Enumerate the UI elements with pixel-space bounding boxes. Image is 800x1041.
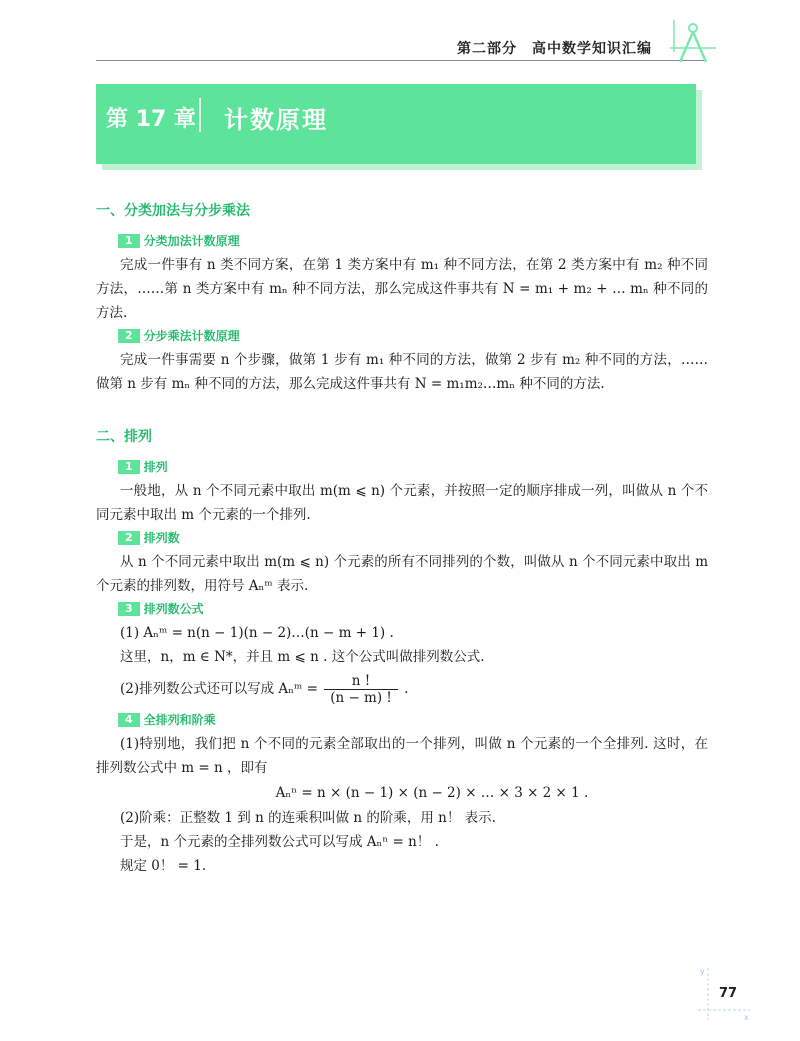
subsection-label: 排列数 (143, 531, 180, 545)
formula-fraction-line (96, 669, 708, 709)
running-header: 第二部分 高中数学知识汇编 (457, 41, 652, 57)
page-number: 77 (719, 986, 738, 1001)
subsection-heading (118, 458, 708, 476)
section-heading: 一、分类加法与分步乘法 (96, 203, 250, 219)
subsection-number: 2 (118, 329, 140, 343)
subsection-number: 1 (118, 460, 140, 474)
formula-note: 这里，n，m ∈ N*，并且 m ⩽ n . 这个公式叫做排列数公式. (120, 649, 485, 665)
fraction-numerator: n ! (324, 673, 398, 690)
paragraph: 完成一件事需要 n 个步骤，做第 1 步有 m₁ 种不同的方法，做第 2 步有 m₂ 种不同的方法，……做第 n 步有 mₙ 种不同的方法，那么完成这件事共有 N = m₁m₂…mₙ 种不同的方法. (96, 352, 708, 392)
chapter-title: 计数原理 (224, 106, 328, 134)
paragraph: 一般地，从 n 个不同元素中取出 m(m ⩽ n) 个元素，并按照一定的顺序排成一列，叫做从 n 个不同元素中取出 m 个元素的一个排列. (96, 483, 708, 523)
banner-divider (199, 98, 201, 132)
subsection-label: 分步乘法计数原理 (143, 329, 240, 343)
chapter-banner (96, 84, 696, 164)
formula-suffix: . (404, 681, 409, 697)
paragraph: 完成一件事有 n 类不同方案，在第 1 类方案中有 m₁ 种不同方法，在第 2 类方案中有 m₂ 种不同方法，……第 n 类方案中有 mₙ 种不同方法，那么完成这件事共有 N = m₁ + m₂ + … mₙ 种不同的方法. (96, 257, 708, 321)
paragraph: 于是，n 个元素的全排列数公式可以写成 Aₙⁿ = n！ . (120, 834, 439, 850)
subsection-number: 2 (118, 531, 140, 545)
svg-text:x: x (744, 1013, 749, 1022)
subsection-heading (118, 529, 708, 547)
fraction-denominator: (n − m) ! (330, 690, 392, 706)
fraction (324, 673, 398, 706)
subsection-heading (118, 600, 708, 618)
chapter-number: 第 17 章 (106, 107, 196, 132)
paragraph: 规定 0！ = 1. (120, 858, 207, 874)
svg-text:y: y (700, 967, 705, 976)
subsection-heading (118, 232, 708, 250)
subsection-heading (118, 711, 708, 729)
subsection-heading (118, 327, 708, 345)
subsection-label: 分类加法计数原理 (143, 234, 240, 248)
page-content (96, 200, 708, 878)
formula-line: (1) Aₙᵐ = n(n − 1)(n − 2)…(n − m + 1) . (120, 625, 394, 641)
compass-icon (668, 18, 718, 68)
header-rule (96, 60, 704, 61)
subsection-label: 排列 (143, 460, 168, 474)
subsection-number: 4 (118, 713, 140, 727)
formula-prefix: (2)排列数公式还可以写成 Aₙᵐ = (120, 681, 318, 697)
paragraph: (1)特别地，我们把 n 个不同的元素全部取出的一个排列，叫做 n 个元素的一个全排列. 这时，在排列数公式中 m = n ，即有 (96, 736, 708, 776)
display-equation: Aₙⁿ = n × (n − 1) × (n − 2) × … × 3 × 2 × 1 . (275, 785, 589, 801)
section-heading: 二、排列 (96, 429, 152, 445)
subsection-number: 1 (118, 234, 140, 248)
subsection-number: 3 (118, 602, 140, 616)
subsection-label: 全排列和阶乘 (143, 713, 216, 727)
paragraph: 从 n 个不同元素中取出 m(m ⩽ n) 个元素的所有不同排列的个数，叫做从 n 个不同元素中取出 m 个元素的排列数，用符号 Aₙᵐ 表示. (96, 554, 708, 594)
subsection-label: 排列数公式 (143, 602, 204, 616)
paragraph: (2)阶乘：正整数 1 到 n 的连乘积叫做 n 的阶乘，用 n！ 表示. (120, 810, 496, 826)
